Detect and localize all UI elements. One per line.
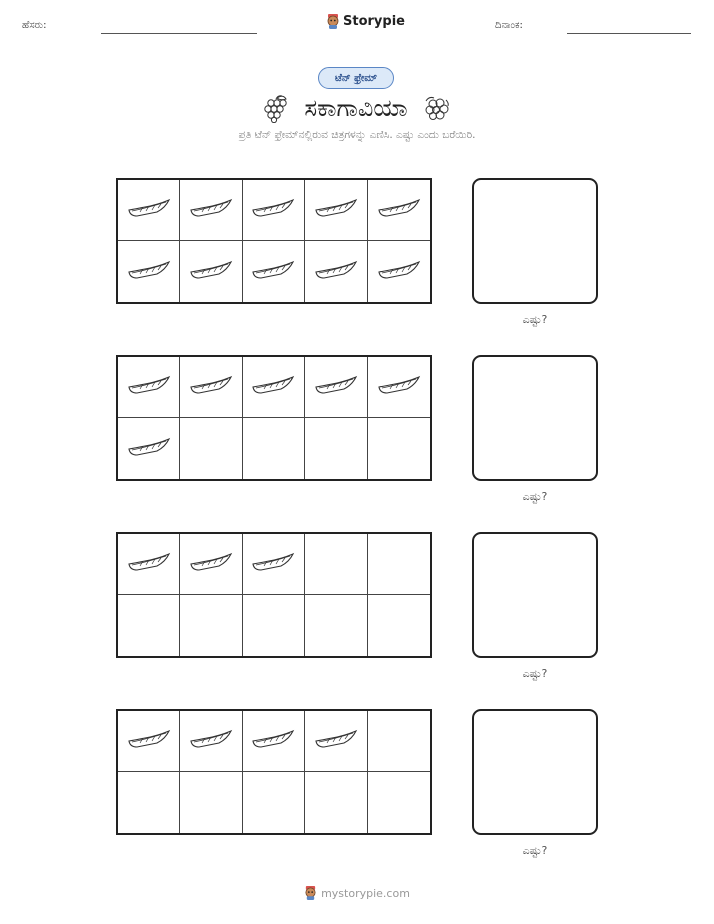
frame-cell (368, 772, 430, 833)
frame-cell (305, 418, 367, 479)
frame-cell (118, 772, 180, 833)
answer-box-1[interactable] (472, 178, 598, 304)
how-many-label-1: ಎಷ್ಟು? (522, 313, 548, 326)
canoe-icon (251, 374, 295, 400)
frame-cell (305, 534, 367, 595)
grapes-icon (262, 93, 290, 123)
canoe-icon (314, 728, 358, 754)
frame-cell (243, 418, 305, 479)
brand-logo (326, 13, 405, 30)
canoe-icon (127, 259, 171, 285)
frame-cell (243, 180, 305, 241)
name-label: ಹೆಸರು: (22, 20, 47, 31)
canoe-icon (127, 551, 171, 577)
canoe-icon (251, 551, 295, 577)
ten-frame-3 (116, 532, 432, 658)
date-label: ದಿನಾಂಕ: (495, 20, 523, 31)
frame-cell (368, 534, 430, 595)
frame-cell (118, 241, 180, 302)
frame-cell (180, 418, 242, 479)
flower-icon (422, 93, 452, 123)
canoe-icon (127, 374, 171, 400)
canoe-icon (251, 728, 295, 754)
canoe-icon (127, 197, 171, 223)
canoe-icon (189, 551, 233, 577)
footer-url: mystorypie.com (321, 886, 410, 900)
frame-cell (243, 534, 305, 595)
ten-frame-1 (116, 178, 432, 304)
canoe-icon (189, 259, 233, 285)
page-title: ಸಕಾಗಾವಿಯಾ (304, 94, 408, 122)
frame-cell (243, 711, 305, 772)
how-many-label-2: ಎಷ್ಟು? (522, 490, 548, 503)
frame-cell (305, 241, 367, 302)
frame-cell (305, 357, 367, 418)
canoe-icon (189, 374, 233, 400)
frame-cell (243, 241, 305, 302)
frame-cell (368, 241, 430, 302)
canoe-icon (377, 197, 421, 223)
frame-cell (180, 357, 242, 418)
frame-cell (368, 595, 430, 656)
brand-name: Storypie (343, 14, 405, 29)
frame-cell (180, 241, 242, 302)
title-row (0, 90, 714, 126)
frame-cell (180, 180, 242, 241)
frame-cell (180, 595, 242, 656)
canoe-icon (127, 728, 171, 754)
frame-cell (180, 772, 242, 833)
frame-cell (118, 595, 180, 656)
date-field[interactable] (567, 33, 691, 34)
frame-cell (368, 180, 430, 241)
ten-frame-4 (116, 709, 432, 835)
canoe-icon (251, 197, 295, 223)
canoe-icon (377, 259, 421, 285)
frame-cell (118, 534, 180, 595)
frame-cell (368, 418, 430, 479)
frame-cell (118, 357, 180, 418)
canoe-icon (189, 197, 233, 223)
answer-box-4[interactable] (472, 709, 598, 835)
canoe-icon (314, 197, 358, 223)
frame-cell (118, 180, 180, 241)
frame-cell (180, 711, 242, 772)
frame-cell (368, 711, 430, 772)
canoe-icon (377, 374, 421, 400)
how-many-label-3: ಎಷ್ಟು? (522, 667, 548, 680)
canoe-icon (314, 259, 358, 285)
canoe-icon (189, 728, 233, 754)
frame-cell (118, 418, 180, 479)
frame-cell (243, 772, 305, 833)
frame-cell (305, 772, 367, 833)
answer-box-2[interactable] (472, 355, 598, 481)
worksheet-tag: ಟೆನ್ ಫ್ರೇಮ್ (318, 67, 394, 89)
canoe-icon (251, 259, 295, 285)
instructions: ಪ್ರತಿ ಟೆನ್ ಫ್ರೇಮ್‌ನಲ್ಲಿರುವ ಚಿತ್ರಗಳನ್ನು ಎಣಿಸಿ. ಎಷ್ಟು ಎಂದು ಬರೆಯಿರಿ. (238, 129, 476, 141)
frame-cell (305, 595, 367, 656)
answer-box-3[interactable] (472, 532, 598, 658)
frame-cell (305, 180, 367, 241)
frame-cell (243, 357, 305, 418)
ten-frame-2 (116, 355, 432, 481)
frame-cell (118, 711, 180, 772)
footer (0, 885, 714, 901)
canoe-icon (314, 374, 358, 400)
name-field[interactable] (101, 33, 257, 34)
frame-cell (305, 711, 367, 772)
canoe-icon (127, 436, 171, 462)
frame-cell (368, 357, 430, 418)
how-many-label-4: ಎಷ್ಟು? (522, 844, 548, 857)
mascot-icon (326, 13, 340, 30)
frame-cell (243, 595, 305, 656)
frame-cell (180, 534, 242, 595)
mascot-icon (304, 885, 317, 901)
